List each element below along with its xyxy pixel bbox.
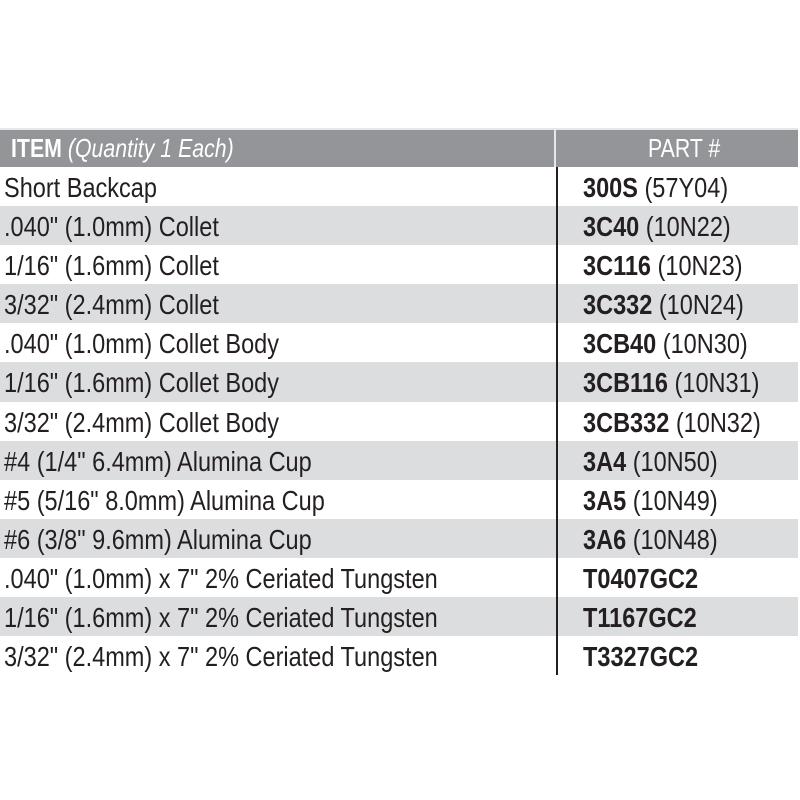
item-name: .040" (1.0mm) x 7" 2% Ceriated Tungsten <box>4 562 438 594</box>
item-name: Short Backcap <box>4 172 157 203</box>
item-cell <box>0 402 556 441</box>
part-number: T3327GC2 <box>583 641 699 673</box>
table-row <box>0 480 798 519</box>
item-name: .040" (1.0mm) Collet Body <box>4 328 280 360</box>
part-cell <box>556 636 798 675</box>
part-number-text <box>583 485 718 517</box>
part-cell <box>556 362 798 401</box>
part-cell <box>556 441 798 480</box>
part-number: 3A5 <box>583 484 627 516</box>
part-number-text <box>583 211 731 243</box>
part-cell <box>556 519 798 558</box>
alt-part-number: (10N48) <box>626 523 718 555</box>
part-number: 3C332 <box>583 289 653 321</box>
header-item-qualifier: (Quantity 1 Each) <box>67 133 234 163</box>
alt-part-number: (10N49) <box>626 484 718 516</box>
table-row <box>0 636 798 675</box>
part-number: T0407GC2 <box>583 562 699 594</box>
part-cell <box>556 402 798 441</box>
part-number-text <box>583 446 718 478</box>
part-cell <box>556 597 798 636</box>
part-cell <box>556 480 798 519</box>
header-part-cell <box>556 130 798 167</box>
item-name: 3/32" (2.4mm) x 7" 2% Ceriated Tungsten <box>4 641 438 673</box>
item-name: .040" (1.0mm) Collet <box>4 211 219 243</box>
part-number: 3CB332 <box>583 406 670 438</box>
alt-part-number: (10N31) <box>667 367 760 399</box>
part-number-text <box>583 602 697 634</box>
alt-part-number: (10N32) <box>669 406 761 438</box>
part-number: 3C40 <box>583 211 640 243</box>
table-row <box>0 519 798 558</box>
table-row <box>0 597 798 636</box>
item-name: 3/32" (2.4mm) Collet Body <box>4 406 280 438</box>
part-cell <box>556 284 798 323</box>
table-row <box>0 245 798 284</box>
part-number-text <box>583 328 748 360</box>
item-cell <box>0 245 556 284</box>
item-name: #5 (5/16" 8.0mm) Alumina Cup <box>4 484 325 516</box>
table-header <box>0 128 798 167</box>
part-cell <box>556 323 798 362</box>
parts-table <box>0 128 798 675</box>
item-name: 1/16" (1.6mm) x 7" 2% Ceriated Tungsten <box>4 602 438 634</box>
part-number: 3C116 <box>583 250 652 282</box>
item-cell <box>0 480 556 519</box>
part-number: 3A4 <box>583 445 627 477</box>
item-cell <box>0 558 556 597</box>
header-part-label: PART # <box>648 133 721 163</box>
alt-part-number: (10N50) <box>626 445 718 477</box>
item-cell <box>0 519 556 558</box>
alt-part-number: (57Y04) <box>637 172 729 203</box>
table-row <box>0 167 798 206</box>
alt-part-number: (10N23) <box>651 250 743 282</box>
part-number: 3CB40 <box>583 328 657 360</box>
table-row <box>0 284 798 323</box>
part-number: T1167GC2 <box>583 602 697 634</box>
part-number-text <box>583 367 760 399</box>
part-cell <box>556 167 798 206</box>
item-cell <box>0 362 556 401</box>
table-row <box>0 323 798 362</box>
table-row <box>0 441 798 480</box>
part-number-text <box>583 250 743 282</box>
item-cell <box>0 636 556 675</box>
item-name: #6 (3/8" 9.6mm) Alumina Cup <box>4 523 312 555</box>
part-number-text <box>583 563 698 595</box>
item-name: 1/16" (1.6mm) Collet Body <box>4 367 280 399</box>
part-number-text <box>583 172 728 204</box>
header-item-text <box>11 133 234 163</box>
part-number-text <box>583 524 718 556</box>
table-row <box>0 402 798 441</box>
part-number: 3CB116 <box>583 367 668 399</box>
alt-part-number: (10N22) <box>639 211 731 243</box>
part-number-text <box>583 289 744 321</box>
item-cell <box>0 597 556 636</box>
item-cell <box>0 441 556 480</box>
part-cell <box>556 558 798 597</box>
part-cell <box>556 245 798 284</box>
item-name: 3/32" (2.4mm) Collet <box>4 289 219 321</box>
alt-part-number: (10N30) <box>656 328 748 360</box>
table-row <box>0 362 798 401</box>
header-item-cell <box>0 130 556 167</box>
item-cell <box>0 323 556 362</box>
part-number: 3A6 <box>583 523 627 555</box>
part-cell <box>556 206 798 245</box>
part-number-text <box>583 407 761 439</box>
item-cell <box>0 167 556 206</box>
item-cell <box>0 206 556 245</box>
table-row <box>0 206 798 245</box>
part-number-text <box>583 641 698 673</box>
header-item-label: ITEM <box>11 133 62 163</box>
item-cell <box>0 284 556 323</box>
table-row <box>0 558 798 597</box>
alt-part-number: (10N24) <box>652 289 744 321</box>
item-name: #4 (1/4" 6.4mm) Alumina Cup <box>4 445 312 477</box>
part-number: 300S <box>583 172 638 203</box>
item-name: 1/16" (1.6mm) Collet <box>4 250 219 282</box>
